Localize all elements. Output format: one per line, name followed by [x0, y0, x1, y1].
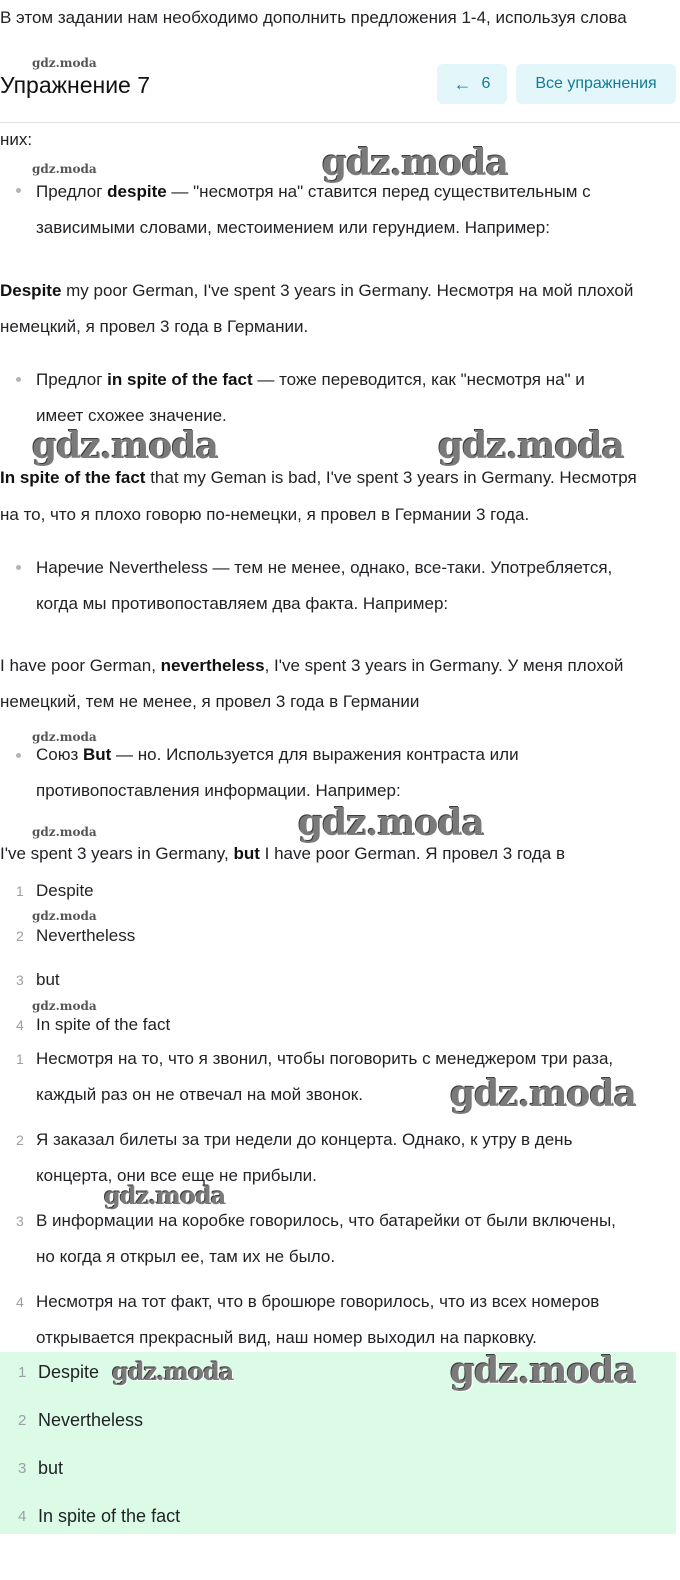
list-item: but: [36, 970, 60, 989]
watermark: gdz.moda: [298, 802, 484, 844]
answer-number: 3: [18, 1460, 27, 1477]
list-item: открывается прекрасный вид, наш номер выходил на парковку.: [36, 1328, 537, 1347]
list-number: 1: [16, 883, 24, 899]
watermark: gdz.moda: [450, 1350, 636, 1392]
example-line: I have poor German, nevertheless, I've spent 3 years in Germany. У меня плохой: [0, 656, 624, 675]
page-title: Упражнение 7: [0, 72, 151, 98]
watermark: gdz.moda: [32, 999, 97, 1013]
previous-exercise-label: 6: [481, 75, 491, 92]
answer-number: 4: [18, 1508, 27, 1525]
rule-line: Предлог despite — "несмотря на" ставится перед существительным с: [36, 182, 591, 201]
example-line: Despite my poor German, I've spent 3 years in Germany. Несмотря на мой плохой: [0, 281, 634, 300]
intro-text: В этом задании нам необходимо дополнить предложения 1-4, используя слова: [0, 8, 627, 27]
list-item: In spite of the fact: [36, 1015, 171, 1034]
example-line: на то, что я плохо говорю по-немецки, я провел в Германии 3 года.: [0, 505, 530, 524]
all-exercises-button[interactable]: Все упражнения: [516, 64, 676, 104]
list-item: но когда я открыл ее, там их не было.: [36, 1247, 336, 1266]
answer-number: 1: [18, 1364, 27, 1381]
answer-item: Despite: [38, 1362, 100, 1382]
bullet-icon: [16, 753, 21, 758]
list-number: 1: [16, 1051, 24, 1067]
list-number: 3: [16, 1213, 24, 1229]
list-item: концерта, они все еще не прибыли.: [36, 1166, 317, 1185]
watermark: gdz.moda: [32, 909, 97, 923]
arrow-left-icon: ←: [453, 74, 472, 94]
rule-line: Предлог in spite of the fact — тоже переводится, как "несмотря на" и: [36, 370, 585, 389]
list-item: Despite: [36, 881, 94, 900]
rule-line: Союз But — но. Используется для выражения контраста или: [36, 745, 519, 764]
watermark: gdz.moda: [32, 730, 97, 744]
example-line: немецкий, я провел 3 года в Германии.: [0, 317, 309, 336]
rule-term: despite: [107, 182, 167, 201]
bullet-icon: [16, 377, 21, 382]
bullet-icon: [16, 565, 21, 570]
list-number: 3: [16, 972, 24, 988]
example-line: I've spent 3 years in Germany, but I have poor German. Я провел 3 года в: [0, 844, 565, 863]
rule-line: Наречие Nevertheless — тем не менее, однако, все-таки. Употребляется,: [36, 558, 613, 577]
previous-exercise-button[interactable]: [437, 64, 507, 104]
text-fragment: них:: [0, 130, 33, 149]
rule-line: имеет схожее значение.: [36, 406, 227, 425]
watermark: gdz.moda: [32, 825, 97, 839]
list-item: Несмотря на то, что я звонил, чтобы поговорить с менеджером три раза,: [36, 1049, 614, 1068]
list-number: 2: [16, 1132, 24, 1148]
example-line: In spite of the fact that my Geman is bad, I've spent 3 years in Germany. Несмотря: [0, 468, 637, 487]
watermark: gdz.moda: [32, 162, 97, 176]
watermark: gdz.moda: [450, 1073, 636, 1115]
rule-term: in spite of the fact: [107, 370, 253, 389]
answer-item: Nevertheless: [38, 1410, 144, 1430]
rule-line: зависимыми словами, местоимением или герундием. Например:: [36, 218, 550, 237]
answer-item: In spite of the fact: [38, 1506, 181, 1526]
bullet-icon: [16, 188, 21, 193]
answer-number: 2: [18, 1412, 27, 1429]
watermark: gdz.moda: [32, 56, 97, 70]
exercise-header: [0, 56, 680, 123]
watermark: gdz.moda: [438, 425, 624, 467]
rule-line: когда мы противопоставляем два факта. Например:: [36, 594, 449, 613]
watermark: gdz.moda: [32, 425, 218, 467]
list-number: 4: [16, 1017, 24, 1033]
watermark: gdz.moda: [322, 142, 508, 184]
list-item: Несмотря на тот факт, что в брошюре говорилось, что из всех номеров: [36, 1292, 600, 1311]
list-item: Nevertheless: [36, 926, 136, 945]
watermark: gdz.moda: [104, 1181, 226, 1210]
watermark: gdz.moda: [112, 1357, 234, 1386]
list-number: 2: [16, 928, 24, 944]
rule-line: противопоставления информации. Например:: [36, 781, 401, 800]
list-number: 4: [16, 1294, 24, 1310]
rule-term: But: [83, 745, 112, 764]
answer-item: but: [38, 1458, 64, 1478]
list-item: В информации на коробке говорилось, что батарейки от были включены,: [36, 1211, 616, 1230]
example-line: немецкий, тем не менее, я провел 3 года в Германии: [0, 692, 420, 711]
list-item: каждый раз он не отвечал на мой звонок.: [36, 1085, 363, 1104]
list-item: Я заказал билеты за три недели до концерта. Однако, к утру в день: [36, 1130, 573, 1149]
